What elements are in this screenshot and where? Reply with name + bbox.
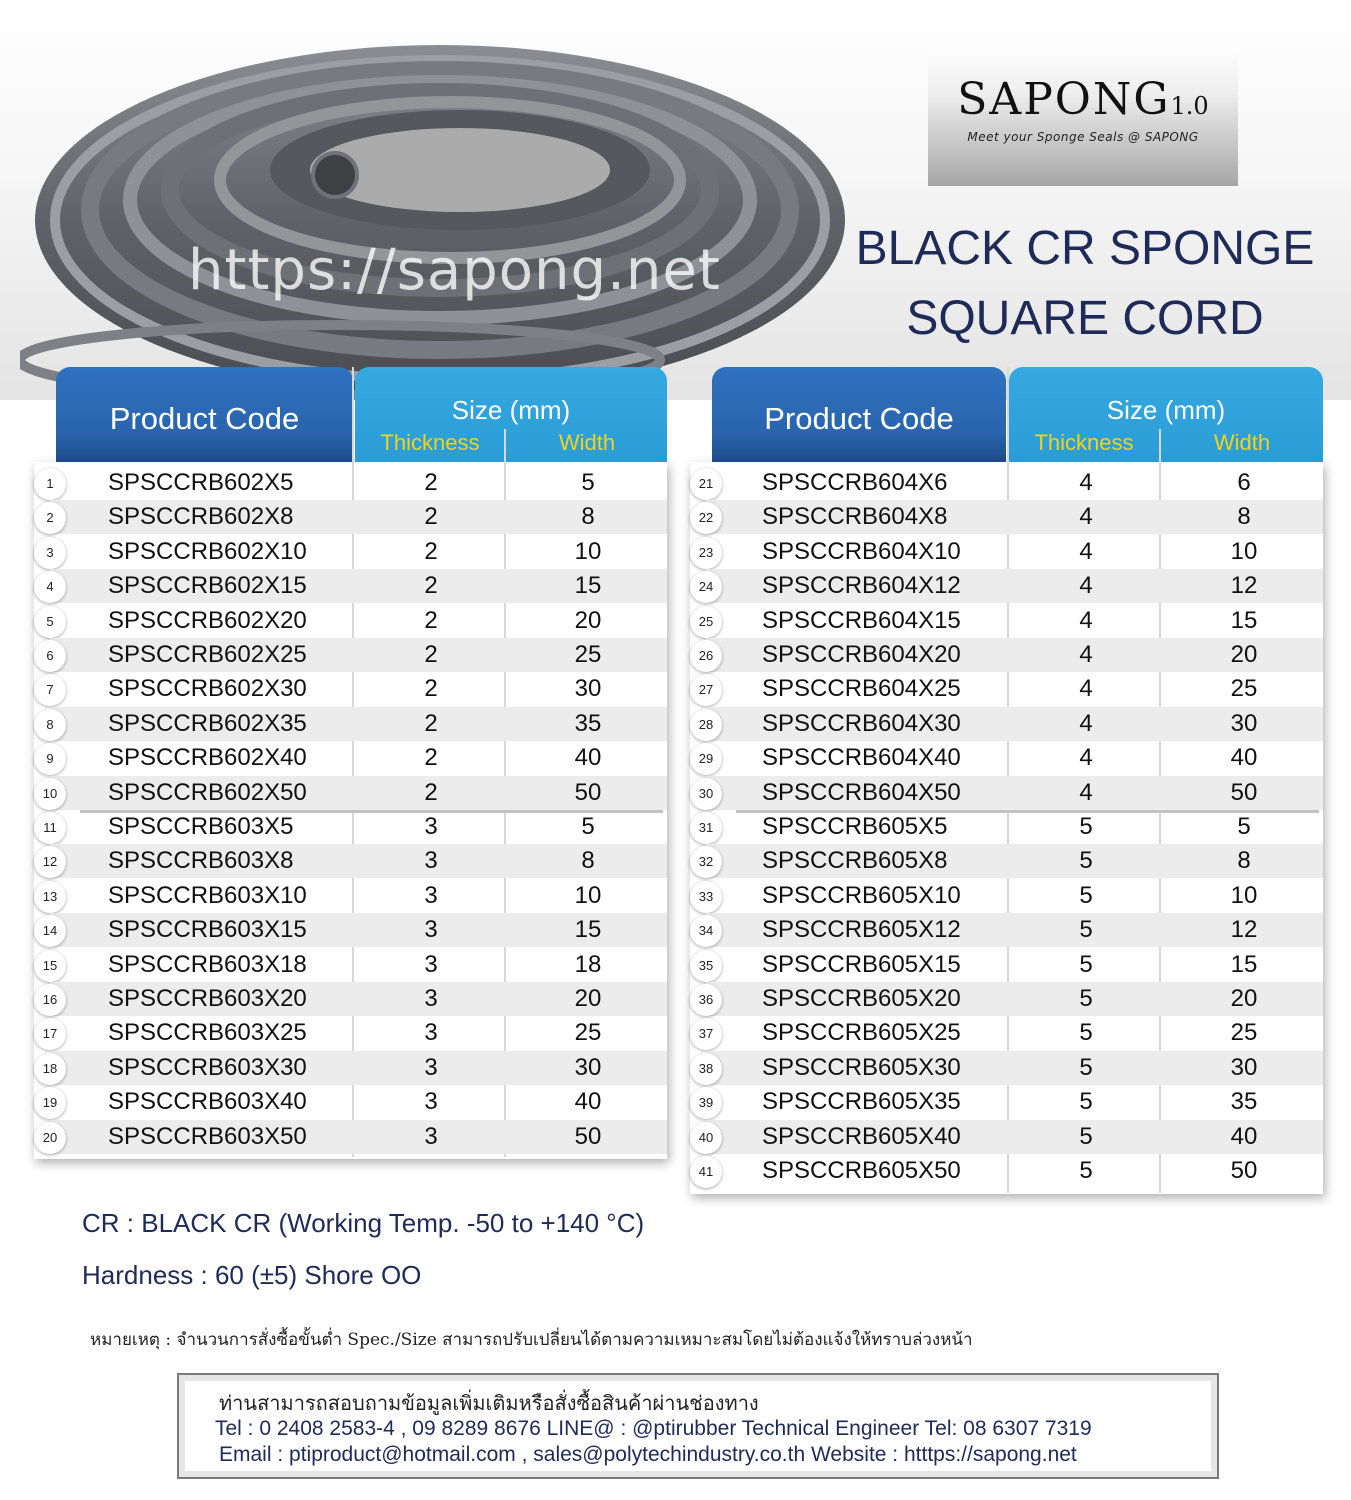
- row-number: 31: [690, 812, 722, 844]
- thickness-cell: 4: [1079, 641, 1093, 668]
- thickness-cell: 3: [424, 1019, 438, 1046]
- table-row: [690, 535, 1323, 569]
- website-watermark: https://sapong.net: [188, 238, 721, 303]
- row-number: 4: [34, 571, 66, 603]
- row-number: 41: [690, 1156, 722, 1188]
- table-row: [34, 1016, 667, 1050]
- table-row: [46, 569, 667, 603]
- table-row: [46, 707, 667, 741]
- right-width-label: Width: [1213, 430, 1271, 455]
- width-cell: 25: [1230, 675, 1258, 702]
- row-number: 12: [34, 846, 66, 878]
- table-row: [42, 776, 667, 810]
- product-code-cell: SPSCCRB605X10: [762, 882, 961, 909]
- left-thickness-label: Thickness: [380, 430, 480, 455]
- width-cell: 20: [1230, 641, 1258, 668]
- table-row: [698, 1051, 1323, 1085]
- row-number: 11: [34, 812, 66, 844]
- width-cell: 5: [1237, 813, 1251, 840]
- width-cell: 6: [1237, 469, 1251, 496]
- row-number: 28: [690, 709, 722, 741]
- row-number: 21: [690, 468, 722, 500]
- thickness-cell: 3: [424, 1054, 438, 1081]
- width-cell: 50: [1230, 779, 1258, 806]
- row-number: 18: [34, 1053, 66, 1085]
- product-code-cell: SPSCCRB603X5: [108, 813, 294, 840]
- product-code-cell: SPSCCRB604X25: [762, 675, 961, 702]
- brand-name: SAPONG1.0: [957, 74, 1209, 125]
- thickness-cell: 4: [1079, 572, 1093, 599]
- product-code-cell: SPSCCRB604X50: [762, 779, 961, 806]
- width-cell: 35: [574, 710, 602, 737]
- width-cell: 30: [1230, 710, 1258, 737]
- table-row: [34, 604, 667, 638]
- row-number: 2: [34, 502, 66, 534]
- width-cell: 35: [1230, 1088, 1258, 1115]
- title-line-2: SQUARE CORD: [906, 292, 1264, 345]
- row-number: 23: [690, 537, 722, 569]
- table-row: [690, 741, 1323, 775]
- row-number: 38: [690, 1053, 722, 1085]
- thickness-cell: 2: [424, 710, 438, 737]
- thickness-cell: 4: [1079, 710, 1093, 737]
- thickness-cell: 3: [424, 985, 438, 1012]
- product-code-cell: SPSCCRB603X8: [108, 847, 294, 874]
- product-code-cell: SPSCCRB605X50: [762, 1157, 961, 1184]
- width-cell: 20: [1230, 985, 1258, 1012]
- thickness-cell: 5: [1079, 1123, 1093, 1150]
- thickness-cell: 5: [1079, 1088, 1093, 1115]
- product-code-cell: SPSCCRB602X25: [108, 641, 307, 668]
- thickness-cell: 4: [1079, 503, 1093, 530]
- table-row: [34, 879, 667, 913]
- right-product-table: [686, 367, 1326, 1202]
- contact-intro: ท่านสามารถสอบถามข้อมูลเพิ่มเติมหรือสั่งซื้อสินค้าผ่านช่องทาง: [219, 1393, 759, 1415]
- product-code-cell: SPSCCRB604X15: [762, 607, 961, 634]
- thickness-cell: 2: [424, 503, 438, 530]
- right-size-title: Size (mm): [1106, 395, 1226, 425]
- material-spec: CR : BLACK CR (Working Temp. -50 to +140 °C): [82, 1208, 645, 1238]
- width-cell: 15: [574, 572, 602, 599]
- product-code-cell: SPSCCRB604X10: [762, 538, 961, 565]
- width-cell: 10: [1230, 538, 1258, 565]
- product-code-cell: SPSCCRB605X40: [762, 1123, 961, 1150]
- width-cell: 12: [1230, 572, 1258, 599]
- thickness-cell: 3: [424, 882, 438, 909]
- table-row: [690, 604, 1323, 638]
- row-number: 8: [34, 709, 66, 741]
- row-number: 19: [34, 1087, 66, 1119]
- row-number: 34: [690, 915, 722, 947]
- width-cell: 30: [1230, 1054, 1258, 1081]
- product-code-cell: SPSCCRB604X30: [762, 710, 961, 737]
- product-code-cell: SPSCCRB602X8: [108, 503, 294, 530]
- row-number: 9: [34, 743, 66, 775]
- product-code-cell: SPSCCRB603X15: [108, 916, 307, 943]
- left-width-label: Width: [558, 430, 616, 455]
- contact-box: [177, 1373, 1219, 1479]
- row-number: 13: [34, 881, 66, 913]
- thickness-cell: 4: [1079, 779, 1093, 806]
- row-number: 26: [690, 640, 722, 672]
- table-row: [698, 776, 1323, 810]
- remark-note: หมายเหตุ : จำนวนการสั่งซื้อขั้นต่ำ Spec./Size สามารถปรับเปลี่ยนได้ตามความเหมาะสมโดยไม่ต้องแจ้งให้ทราบล่วงหน้า: [90, 1330, 973, 1350]
- thickness-cell: 3: [424, 1088, 438, 1115]
- width-cell: 10: [1230, 882, 1258, 909]
- product-code-cell: SPSCCRB602X50: [108, 779, 307, 806]
- thickness-cell: 2: [424, 538, 438, 565]
- width-cell: 8: [581, 847, 595, 874]
- product-code-cell: SPSCCRB602X30: [108, 675, 307, 702]
- table-row: [42, 1051, 667, 1085]
- thickness-cell: 2: [424, 779, 438, 806]
- row-number: 29: [690, 743, 722, 775]
- table-row: [690, 672, 1323, 706]
- thickness-cell: 2: [424, 572, 438, 599]
- table-row: [34, 1085, 667, 1119]
- width-cell: 25: [1230, 1019, 1258, 1046]
- width-cell: 25: [574, 641, 602, 668]
- thickness-cell: 2: [424, 607, 438, 634]
- table-row: [698, 913, 1323, 947]
- table-row: [698, 707, 1323, 741]
- table-row: [690, 1085, 1323, 1119]
- table-row: [34, 672, 667, 706]
- table-row: [690, 948, 1323, 982]
- table-row: [34, 741, 667, 775]
- product-code-cell: SPSCCRB603X25: [108, 1019, 307, 1046]
- row-number: 24: [690, 571, 722, 603]
- width-cell: 5: [581, 469, 595, 496]
- width-cell: 40: [574, 1088, 602, 1115]
- row-number: 25: [690, 606, 722, 638]
- thickness-cell: 5: [1079, 951, 1093, 978]
- product-code-cell: SPSCCRB605X25: [762, 1019, 961, 1046]
- row-number: 30: [690, 778, 722, 810]
- width-cell: 30: [574, 1054, 602, 1081]
- product-code-cell: SPSCCRB604X6: [762, 469, 948, 496]
- table-row: [698, 569, 1323, 603]
- row-number: 27: [690, 674, 722, 706]
- row-number: 16: [34, 984, 66, 1016]
- product-code-cell: SPSCCRB604X8: [762, 503, 948, 530]
- left-header-product-code: Product Code: [56, 367, 353, 462]
- row-number: 22: [690, 502, 722, 534]
- width-cell: 40: [574, 744, 602, 771]
- left-product-table: [30, 367, 670, 1167]
- product-code-cell: SPSCCRB602X10: [108, 538, 307, 565]
- thickness-cell: 2: [424, 675, 438, 702]
- thickness-cell: 3: [424, 1123, 438, 1150]
- product-code-cell: SPSCCRB604X40: [762, 744, 961, 771]
- thickness-cell: 3: [424, 847, 438, 874]
- product-code-cell: SPSCCRB603X50: [108, 1123, 307, 1150]
- row-number: 39: [690, 1087, 722, 1119]
- product-code-cell: SPSCCRB605X5: [762, 813, 948, 840]
- product-code-cell: SPSCCRB603X20: [108, 985, 307, 1012]
- width-cell: 10: [574, 882, 602, 909]
- table-row: [690, 1016, 1323, 1050]
- table-row: [34, 535, 667, 569]
- table-row: [34, 948, 667, 982]
- row-number: 6: [34, 640, 66, 672]
- row-number: 32: [690, 846, 722, 878]
- product-code-cell: SPSCCRB605X20: [762, 985, 961, 1012]
- row-number: 20: [34, 1122, 66, 1154]
- row-number: 1: [34, 468, 66, 500]
- table-row: [698, 844, 1323, 878]
- group-separator: [736, 810, 1319, 813]
- product-code-cell: SPSCCRB602X35: [108, 710, 307, 737]
- thickness-cell: 2: [424, 641, 438, 668]
- width-cell: 50: [1230, 1157, 1258, 1184]
- title-line-1: BLACK CR SPONGE: [855, 222, 1315, 275]
- row-number: 37: [690, 1018, 722, 1050]
- product-code-cell: SPSCCRB603X30: [108, 1054, 307, 1081]
- table-row: [42, 1120, 667, 1154]
- contact-email-line: Email : ptiproduct@hotmail.com , sales@polytechindustry.co.th Website : htttps://sapong.net: [219, 1443, 1077, 1466]
- width-cell: 40: [1230, 744, 1258, 771]
- table-row: [46, 500, 667, 534]
- row-number: 5: [34, 606, 66, 638]
- contact-phone-line: Tel : 0 2408 2583-4 , 09 8289 8676 LINE@ : @ptirubber Technical Engineer Tel: 08 6307 7319: [215, 1417, 1092, 1440]
- brand-tagline: Meet your Sponge Seals @ SAPONG: [967, 130, 1199, 144]
- product-code-cell: SPSCCRB604X20: [762, 641, 961, 668]
- product-code-cell: SPSCCRB602X40: [108, 744, 307, 771]
- width-cell: 20: [574, 985, 602, 1012]
- thickness-cell: 2: [424, 469, 438, 496]
- width-cell: 50: [574, 1123, 602, 1150]
- thickness-cell: 4: [1079, 538, 1093, 565]
- row-number: 7: [34, 674, 66, 706]
- page-title: [850, 214, 1320, 354]
- right-thickness-label: Thickness: [1034, 430, 1134, 455]
- product-code-cell: SPSCCRB605X35: [762, 1088, 961, 1115]
- thickness-cell: 4: [1079, 675, 1093, 702]
- row-number: 35: [690, 950, 722, 982]
- row-number: 15: [34, 950, 66, 982]
- product-photo: [20, 30, 860, 400]
- thickness-cell: 5: [1079, 847, 1093, 874]
- width-cell: 20: [574, 607, 602, 634]
- row-number: 36: [690, 984, 722, 1016]
- thickness-cell: 3: [424, 951, 438, 978]
- product-code-cell: SPSCCRB605X12: [762, 916, 961, 943]
- table-row: [46, 638, 667, 672]
- product-code-cell: SPSCCRB602X5: [108, 469, 294, 496]
- thickness-cell: 2: [424, 744, 438, 771]
- table-row: [698, 638, 1323, 672]
- row-number: 40: [690, 1122, 722, 1154]
- width-cell: 40: [1230, 1123, 1258, 1150]
- product-code-cell: SPSCCRB605X15: [762, 951, 961, 978]
- width-cell: 8: [1237, 847, 1251, 874]
- table-row: [42, 982, 667, 1016]
- thickness-cell: 5: [1079, 882, 1093, 909]
- group-separator: [80, 810, 663, 813]
- width-cell: 15: [1230, 951, 1258, 978]
- width-cell: 15: [574, 916, 602, 943]
- row-number: 17: [34, 1018, 66, 1050]
- width-cell: 10: [574, 538, 602, 565]
- right-header-product-code: Product Code: [712, 367, 1006, 462]
- table-row: [698, 500, 1323, 534]
- table-row: [698, 982, 1323, 1016]
- product-code-cell: SPSCCRB605X8: [762, 847, 948, 874]
- table-row: [690, 879, 1323, 913]
- thickness-cell: 5: [1079, 1054, 1093, 1081]
- width-cell: 8: [581, 503, 595, 530]
- table-row: [690, 466, 1323, 500]
- row-number: 14: [34, 915, 66, 947]
- hardness-spec: Hardness : 60 (±5) Shore OO: [82, 1260, 422, 1290]
- thickness-cell: 5: [1079, 1157, 1093, 1184]
- thickness-cell: 4: [1079, 469, 1093, 496]
- thickness-cell: 5: [1079, 1019, 1093, 1046]
- table-row: [690, 1154, 1323, 1188]
- row-number: 33: [690, 881, 722, 913]
- width-cell: 8: [1237, 503, 1251, 530]
- table-row: [34, 810, 667, 844]
- width-cell: 12: [1230, 916, 1258, 943]
- left-header-size: [355, 367, 667, 462]
- width-cell: 25: [574, 1019, 602, 1046]
- brand-logo: [928, 46, 1238, 186]
- product-code-cell: SPSCCRB603X10: [108, 882, 307, 909]
- table-row: [690, 810, 1323, 844]
- thickness-cell: 5: [1079, 916, 1093, 943]
- thickness-cell: 3: [424, 916, 438, 943]
- right-header-size: [1009, 367, 1323, 462]
- thickness-cell: 5: [1079, 985, 1093, 1012]
- thickness-cell: 4: [1079, 607, 1093, 634]
- width-cell: 15: [1230, 607, 1258, 634]
- width-cell: 30: [574, 675, 602, 702]
- row-number: 3: [34, 537, 66, 569]
- product-code-cell: SPSCCRB605X30: [762, 1054, 961, 1081]
- table-row: [42, 844, 667, 878]
- width-cell: 50: [574, 779, 602, 806]
- table-row: [34, 466, 667, 500]
- thickness-cell: 3: [424, 813, 438, 840]
- table-row: [42, 913, 667, 947]
- product-code-cell: SPSCCRB604X12: [762, 572, 961, 599]
- product-code-cell: SPSCCRB602X20: [108, 607, 307, 634]
- row-number: 10: [34, 778, 66, 810]
- product-code-cell: SPSCCRB603X18: [108, 951, 307, 978]
- width-cell: 18: [574, 951, 602, 978]
- thickness-cell: 5: [1079, 813, 1093, 840]
- width-cell: 5: [581, 813, 595, 840]
- thickness-cell: 4: [1079, 744, 1093, 771]
- left-size-title: Size (mm): [451, 395, 571, 425]
- product-code-cell: SPSCCRB602X15: [108, 572, 307, 599]
- table-row: [698, 1120, 1323, 1154]
- product-code-cell: SPSCCRB603X40: [108, 1088, 307, 1115]
